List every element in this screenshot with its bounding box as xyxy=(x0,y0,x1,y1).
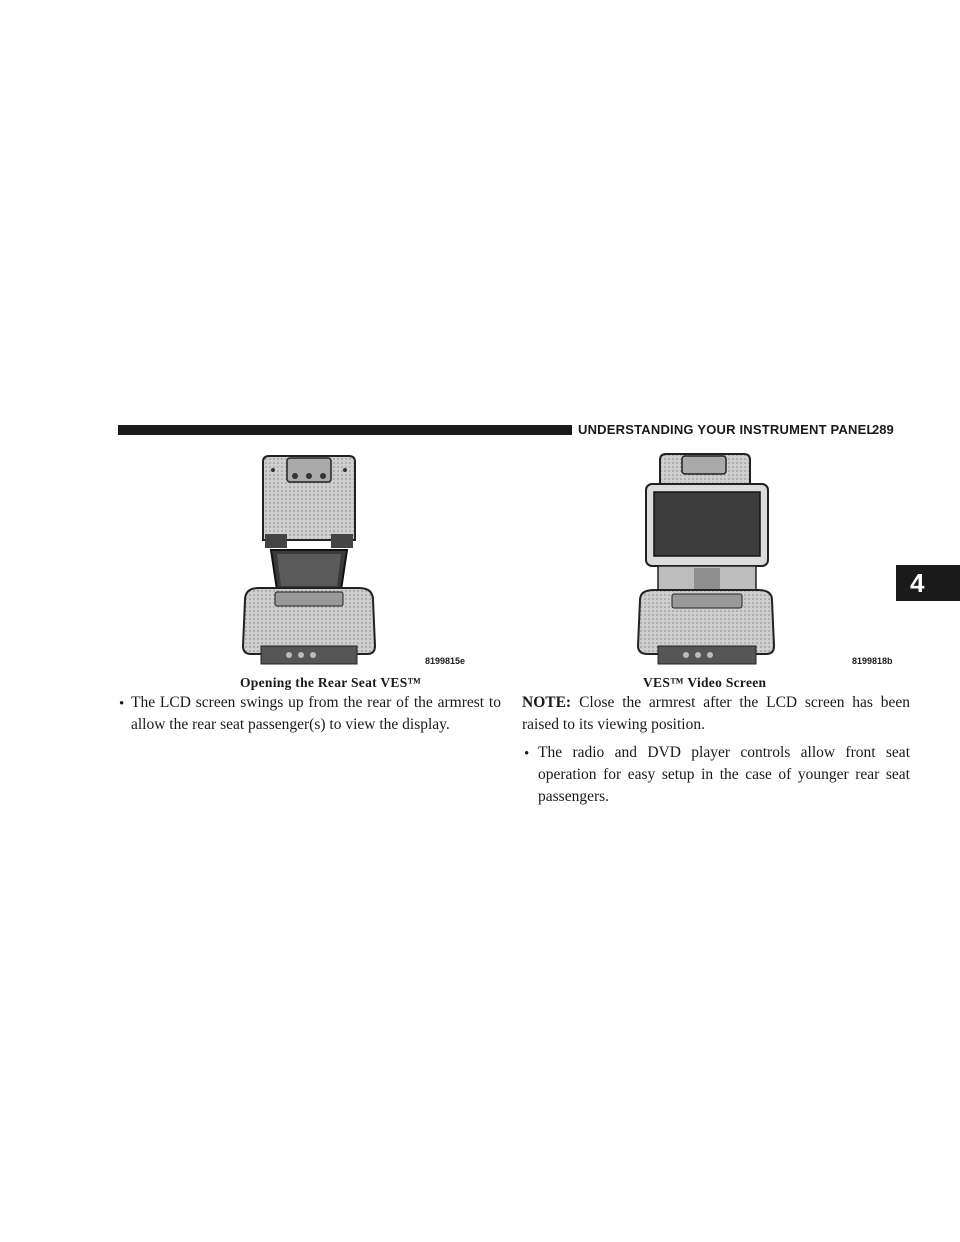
bullet-marker: • xyxy=(119,696,125,712)
figure-caption: VES™ Video Screen xyxy=(643,675,767,690)
armrest-open-illustration xyxy=(225,450,515,672)
bullet-paragraph: The radio and DVD player controls allow front seat operation for easy setup in the case of younger rear seat passengers. xyxy=(538,744,910,805)
header-rule xyxy=(118,425,572,435)
chapter-tab: 4 xyxy=(896,565,960,601)
video-screen-illustration xyxy=(620,450,910,672)
note-paragraph xyxy=(522,692,910,736)
figure-id-label: 8199818b xyxy=(852,656,893,666)
figure-caption: Opening the Rear Seat VES™ xyxy=(240,675,422,690)
section-title: UNDERSTANDING YOUR INSTRUMENT PANEL xyxy=(578,422,875,437)
figure-opening-rear-seat-ves xyxy=(225,450,515,672)
figure-ves-video-screen xyxy=(620,450,910,672)
note-text: Close the armrest after the LCD screen has been raised to its viewing position. xyxy=(522,694,910,733)
figure-id-label: 8199815e xyxy=(425,656,466,666)
note-label: NOTE: xyxy=(522,694,572,711)
bullet-paragraph: The LCD screen swings up from the rear of the armrest to allow the rear seat passenger(s) to view the display. xyxy=(131,694,501,733)
bullet-marker: • xyxy=(524,746,530,762)
page-number: 289 xyxy=(872,422,894,437)
